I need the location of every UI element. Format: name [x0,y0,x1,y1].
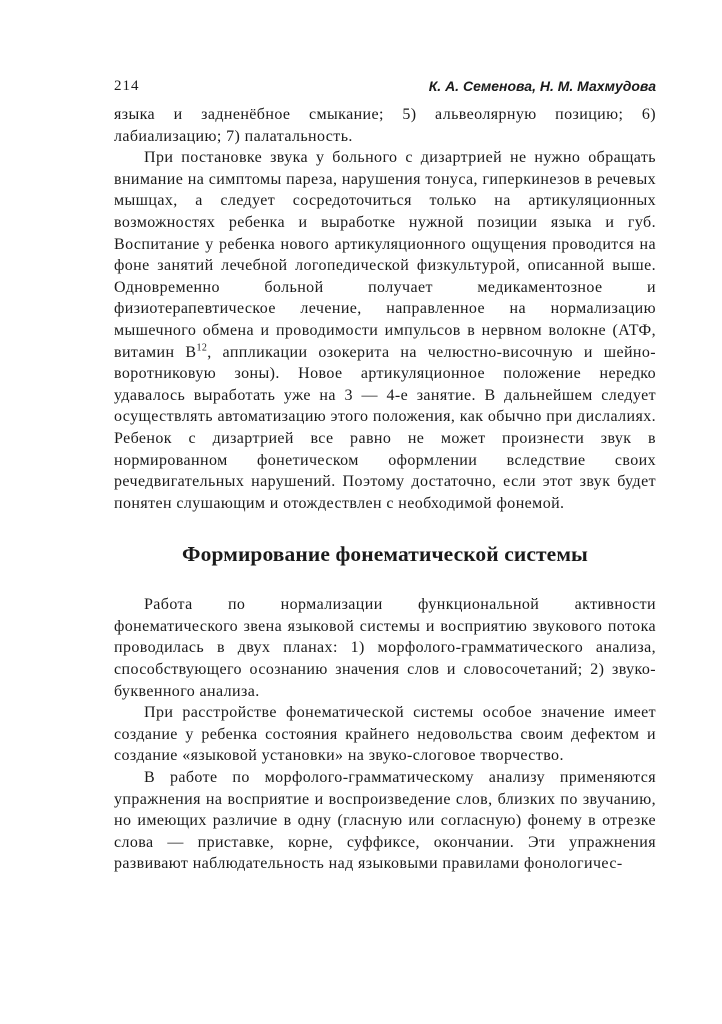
paragraph-articulation [114,147,656,514]
running-head [114,78,656,104]
book-page [114,78,656,875]
page-number: 214 [114,78,140,94]
paragraph-articulation-part1: При постановке звука у больного с дизартрией не нужно обращать внимание на симптомы пареза, нарушения тонуса, гиперкинезов в речевых мышцах, а следует сосредоточиться только на артикуляционных возможностях ребенка и выработке нужной позиции языка и губ. Воспитание у ребенка нового артикуляционного ощущения проводится на фоне занятий лечебной логопедической физкультурой, описанной выше. Одновременно больной получает медикаментозное и физиотерапевтическое лечение, направленное на нормализацию мышечного обмена и проводимости импульсов в нервном волокне (АТФ, витамин В [114,149,656,361]
paragraph-articulation-part2: , аппликации озокерита на челюстно-височную и шейно-воротниковую зоны). Новое артикуляционное положение нередко удавалось выработать уже на 3 — 4-е занятие. В дальнейшем следует осуществлять автоматизацию этого положения, как обычно при дислалиях. Ребенок с дизартрией все равно не может произнести звук в нормированном фонетическом оформлении вследствие своих речедвигательных нарушений. Поэтому достаточно, если этот звук будет понятен слушающим и отождествлен с необходимой фонемой. [114,343,656,512]
vitamin-subscript: 12 [196,342,208,354]
section-paragraph-1: Работа по нормализации функциональной активности фонематического звена языковой системы и восприятию звукового потока проводилась в двух планах: 1) морфолого-грамматического анализа, способствующего осознанию значения слов и словосочетаний; 2) звуко-буквенного анализа. [114,596,656,700]
section-title: Формирование фонематической системы [182,542,588,567]
paragraph-continued: языка и задненёбное смыкание; 5) альвеолярную позицию; 6) лабиализацию; 7) палатальность. [114,106,656,145]
running-head-authors: К. А. Семенова, Н. М. Махмудова [428,78,656,94]
section-paragraph-2: При расстройстве фонематической системы особое значение имеет создание у ребенка состояния крайнего недовольства своим дефектом и создание «языковой установки» на звуко-слоговое творчество. [114,704,656,765]
section-paragraph-3: В работе по морфолого-грамматическому анализу применяются упражнения на восприятие и воспроизведение слов, близких по звучанию, но имеющих различие в одну (гласную или согласную) фонему в отрезке слова — приставке, корне, суффиксе, окончании. Эти упражнения развивают наблюдательность над языковыми правилами фонологичес- [114,769,656,873]
